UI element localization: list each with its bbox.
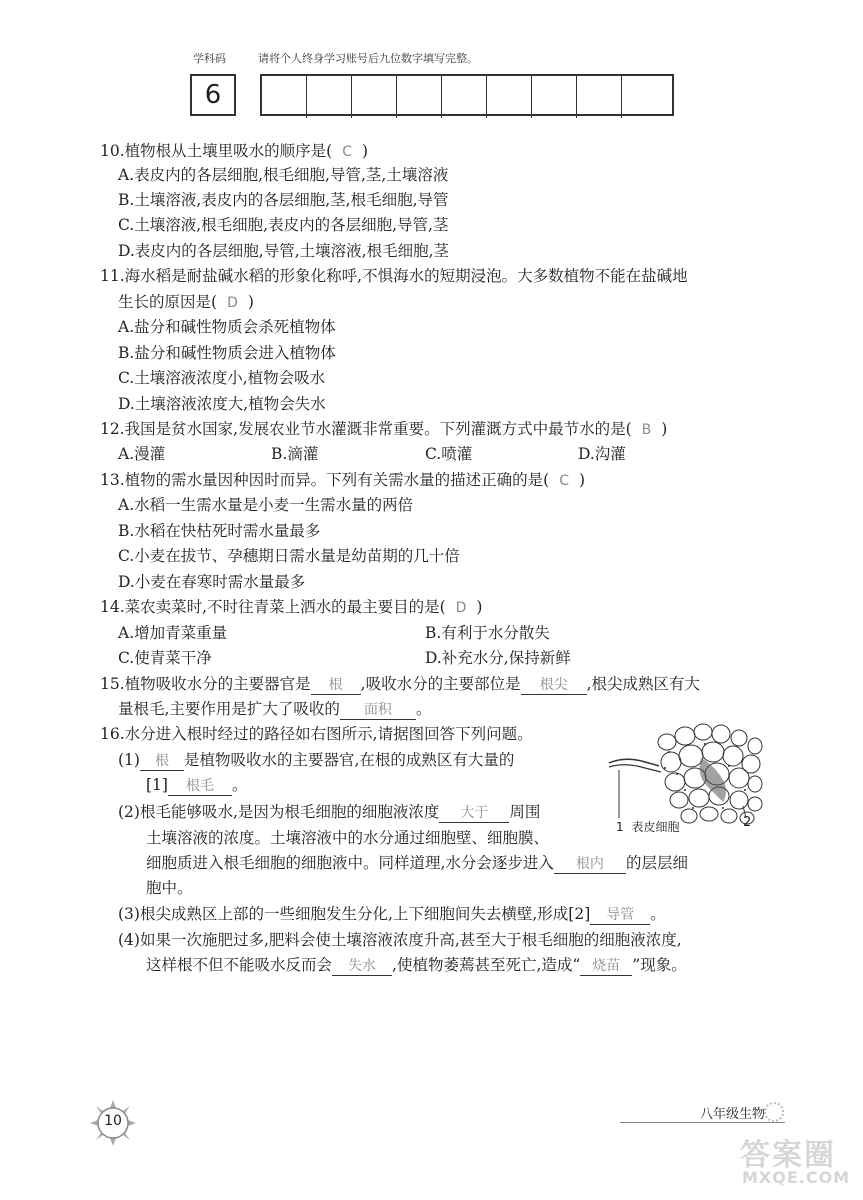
- q16-sub2-line3: 细胞质进入根毛细胞的细胞液中。同样道理,水分会逐步进入 根内 的层层细: [146, 854, 688, 872]
- q12-option-a: A.漫灌: [118, 445, 166, 463]
- figure-label-2: 2: [743, 815, 752, 830]
- account-instruction: 请将个人终身学习账号后九位数字填写完整。: [258, 52, 478, 65]
- footer-rule: [620, 1122, 785, 1123]
- account-digit-cell[interactable]: [262, 76, 307, 118]
- q14-answer: D: [455, 600, 467, 616]
- q10-option-a: A.表皮内的各层细胞,根毛细胞,导管,茎,土壤溶液: [118, 166, 449, 184]
- figure-label-1: 1 表皮细胞: [616, 820, 680, 834]
- q13-option-a: A.水稻一生需水量是小麦一生需水量的两倍: [118, 496, 414, 514]
- q14-stem: 14.菜农卖菜时,不时往青菜上洒水的最主要目的是( D ): [100, 598, 483, 616]
- q14-option-b: B.有利于水分散失: [425, 624, 550, 642]
- q16-sub1-line2: [1] 根毛 。: [146, 776, 248, 794]
- account-digit-cell[interactable]: [397, 76, 442, 118]
- q14-option-c: C.使青菜干净: [118, 649, 212, 667]
- q14-option-a: A.增加青菜重量: [118, 624, 228, 642]
- q10-option-b: B.土壤溶液,表皮内的各层细胞,茎,根毛细胞,导管: [118, 191, 449, 209]
- q16-sub2-line4: 胞中。: [146, 879, 193, 897]
- page-number-badge: [90, 1100, 136, 1146]
- account-number-boxes[interactable]: [260, 74, 674, 116]
- q16-sub1-line1: (1) 根 是植物吸收水的主要器官,在根的成熟区有大量的: [118, 751, 515, 769]
- q12-option-d: D.沟灌: [578, 445, 626, 463]
- q11-option-c: C.土壤溶液浓度小,植物会吸水: [118, 369, 326, 387]
- q16-blank-lose-water: 失水: [332, 957, 392, 976]
- q12-stem: 12.我国是贫水国家,发展农业节水灌溉非常重要。下列灌溉方式中最节水的是( B ): [100, 420, 668, 438]
- q11-stem-line2: 生长的原因是( D ): [118, 293, 254, 311]
- subject-code-label: 学科码: [193, 52, 226, 65]
- q16-sub2-line2: 土壤溶液的浓度。土壤溶液中的水分通过细胞壁、细胞膜、: [146, 829, 550, 847]
- q15-line2: 量根毛,主要作用是扩大了吸收的 面积 。: [118, 700, 432, 718]
- account-digit-cell[interactable]: [352, 76, 397, 118]
- q15-blank-area: 面积: [340, 701, 416, 720]
- q16-blank-vessel: 导管: [590, 906, 650, 925]
- q10-option-c: C.土壤溶液,根毛细胞,表皮内的各层细胞,导管,茎: [118, 216, 449, 234]
- q11-option-b: B.盐分和碱性物质会进入植物体: [118, 344, 336, 362]
- q11-answer: D: [227, 295, 238, 311]
- q10-answer: C: [342, 144, 352, 160]
- q16-blank-inside-root: 根内: [554, 855, 626, 874]
- q16-blank-greater: 大于: [439, 804, 509, 823]
- q10-option-d: D.表皮内的各层细胞,导管,土壤溶液,根毛细胞,茎: [118, 242, 450, 260]
- q16-sub3: (3)根尖成熟区上部的一些细胞发生分化,上下细胞间失去横壁,形成[2] 导管 。: [118, 905, 666, 923]
- account-digit-cell[interactable]: [307, 76, 352, 118]
- q12-option-b: B.滴灌: [271, 445, 319, 463]
- sun-decor-icon: [764, 1102, 784, 1122]
- q13-answer: C: [559, 473, 569, 489]
- q15-blank-part: 根尖: [521, 676, 587, 695]
- watermark-url: MXQE.COM: [742, 1168, 851, 1187]
- account-digit-cell[interactable]: [577, 76, 622, 118]
- page-number: 10: [104, 1113, 122, 1129]
- q16-sub4-line2: 这样根不但不能吸水反而会 失水 ,使植物萎蔫甚至死亡,造成“ 烧苗 ”现象。: [146, 956, 687, 974]
- subject-code-box: 6: [190, 74, 236, 116]
- root-cross-section-figure: [605, 718, 765, 834]
- q11-option-d: D.土壤溶液浓度大,植物会失水: [118, 395, 326, 413]
- q16-sub4-line1: (4)如果一次施肥过多,肥料会使土壤溶液浓度升高,甚至大于根毛细胞的细胞液浓度,: [118, 931, 682, 949]
- q10-stem: 10.植物根从土壤里吸水的顺序是( C ): [100, 142, 369, 160]
- account-digit-cell[interactable]: [532, 76, 577, 118]
- q14-option-d: D.补充水分,保持新鲜: [425, 649, 571, 667]
- q12-answer: B: [641, 422, 652, 438]
- q15-blank-organ: 根: [311, 676, 361, 695]
- q16-blank-burn-seedling: 烧苗: [580, 957, 632, 976]
- q13-option-b: B.水稻在快枯死时需水量最多: [118, 522, 321, 540]
- q11-stem-line1: 11.海水稻是耐盐碱水稻的形象化称呼,不惧海水的短期浸泡。大多数植物不能在盐碱地: [100, 267, 688, 285]
- q15-line1: 15.植物吸收水分的主要器官是 根 ,吸收水分的主要部位是 根尖 ,根尖成熟区有大: [100, 675, 701, 693]
- q16-sub2-line1: (2)根毛能够吸水,是因为根毛细胞的细胞液浓度 大于 周围: [118, 803, 541, 821]
- q16-blank-root-hair: 根毛: [168, 777, 232, 796]
- q16-blank-organ: 根: [140, 752, 184, 771]
- q13-stem: 13.植物的需水量因种因时而异。下列有关需水量的描述正确的是( C ): [100, 471, 586, 489]
- root-cell-diagram: [605, 718, 765, 834]
- q11-option-a: A.盐分和碱性物质会杀死植物体: [118, 318, 336, 336]
- book-title: 八年级生物: [700, 1107, 766, 1122]
- q12-option-c: C.喷灌: [425, 445, 473, 463]
- account-digit-cell[interactable]: [487, 76, 532, 118]
- account-digit-cell[interactable]: [622, 76, 667, 118]
- q16-stem: 16.水分进入根时经过的路径如右图所示,请据图回答下列问题。: [100, 725, 533, 743]
- q13-option-d: D.小麦在春寒时需水量最多: [118, 573, 306, 591]
- account-digit-cell[interactable]: [442, 76, 487, 118]
- q13-option-c: C.小麦在拔节、孕穗期日需水量是幼苗期的几十倍: [118, 547, 460, 565]
- watermark-logo: 答案圈: [740, 1138, 836, 1173]
